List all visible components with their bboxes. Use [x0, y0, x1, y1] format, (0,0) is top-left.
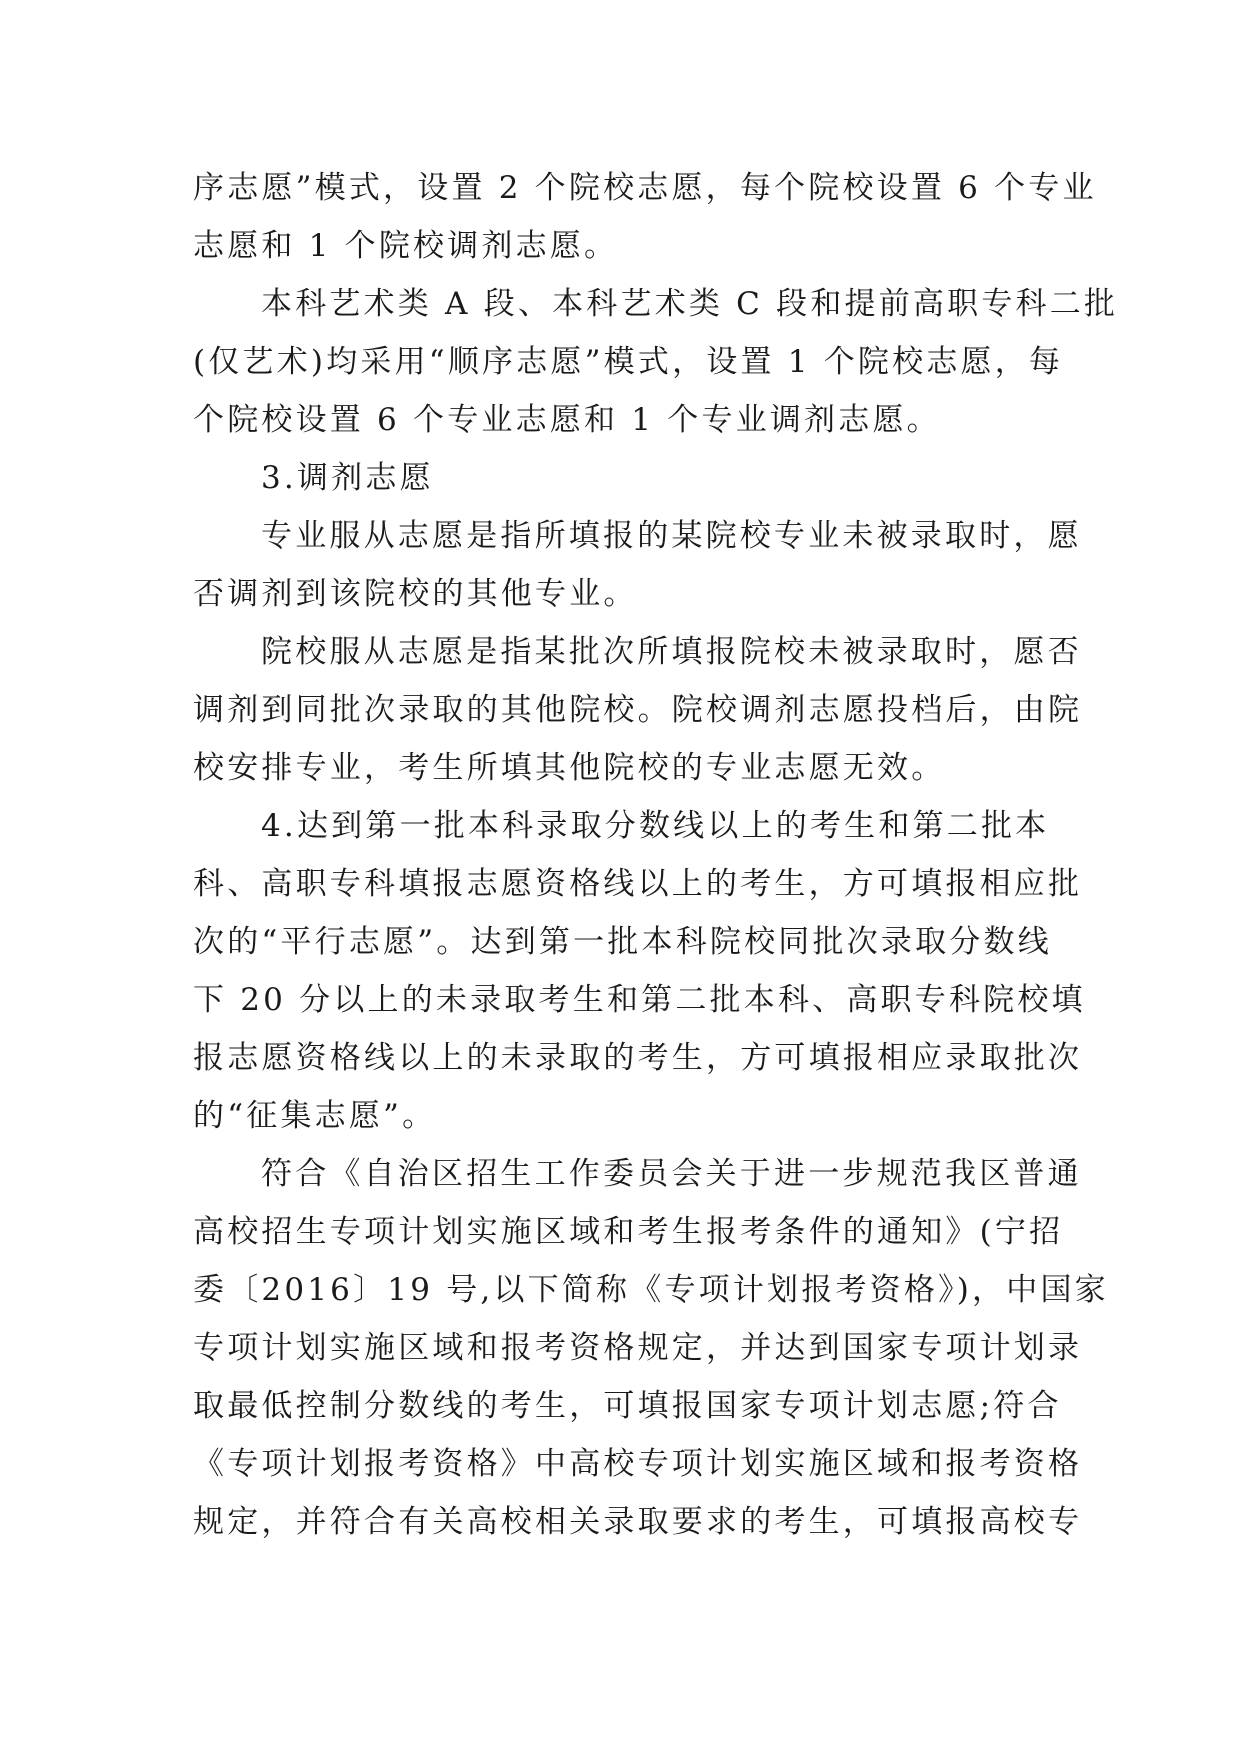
text-line: 的“征集志愿”。	[193, 1098, 437, 1134]
text-line: 3.调剂志愿	[261, 460, 434, 496]
text-line: 本科艺术类 A 段、本科艺术类 C 段和提前高职专科二批	[261, 286, 1119, 322]
paragraph-p1	[193, 159, 1097, 275]
text-line: 高校招生专项计划实施区域和考生报考条件的通知》(宁招	[193, 1214, 1064, 1250]
text-line: 规定，并符合有关高校相关录取要求的考生，可填报高校专	[193, 1504, 1083, 1540]
text-line: 4.达到第一批本科录取分数线以上的考生和第二批本	[261, 808, 1050, 844]
document-body	[193, 159, 1119, 1551]
text-line: 专业服从志愿是指所填报的某院校专业未被录取时，愿	[261, 518, 1082, 554]
text-line: 个院校设置 6 个专业志愿和 1 个专业调剂志愿。	[193, 402, 941, 438]
text-line: 调剂到同批次录取的其他院校。院校调剂志愿投档后，由院	[193, 692, 1083, 728]
text-line: 校安排专业，考生所填其他院校的专业志愿无效。	[193, 750, 946, 786]
text-line: 下 20 分以上的未录取考生和第二批本科、高职专科院校填	[193, 982, 1086, 1018]
paragraph-p6	[193, 797, 1086, 1145]
paragraph-p2	[193, 275, 1119, 449]
text-line: (仅艺术)均采用“顺序志愿”模式，设置 1 个院校志愿，每	[193, 344, 1064, 380]
text-line: 次的“平行志愿”。达到第一批本科院校同批次录取分数线	[193, 924, 1052, 960]
paragraph-p7	[193, 1145, 1109, 1551]
text-line: 院校服从志愿是指某批次所填报院校未被录取时，愿否	[261, 634, 1082, 670]
paragraph-p4	[193, 507, 1082, 623]
paragraph-p3	[193, 449, 1053, 507]
text-line: 志愿和 1 个院校调剂志愿。	[193, 228, 619, 264]
text-line: 报志愿资格线以上的未录取的考生，方可填报相应录取批次	[193, 1040, 1083, 1076]
paragraph-p5	[193, 623, 1083, 797]
text-line: 《专项计划报考资格》中高校专项计划实施区域和报考资格	[193, 1446, 1083, 1482]
text-line: 专项计划实施区域和报考资格规定，并达到国家专项计划录	[193, 1330, 1083, 1366]
text-line: 科、高职专科填报志愿资格线以上的考生，方可填报相应批	[193, 866, 1083, 902]
text-line: 序志愿”模式，设置 2 个院校志愿，每个院校设置 6 个专业	[193, 170, 1097, 206]
text-line: 否调剂到该院校的其他专业。	[193, 576, 638, 612]
text-line: 符合《自治区招生工作委员会关于进一步规范我区普通	[261, 1156, 1082, 1192]
text-line: 委〔2016〕19 号,以下简称《专项计划报考资格》)，中国家	[193, 1272, 1109, 1308]
text-line: 取最低控制分数线的考生，可填报国家专项计划志愿;符合	[193, 1388, 1062, 1424]
